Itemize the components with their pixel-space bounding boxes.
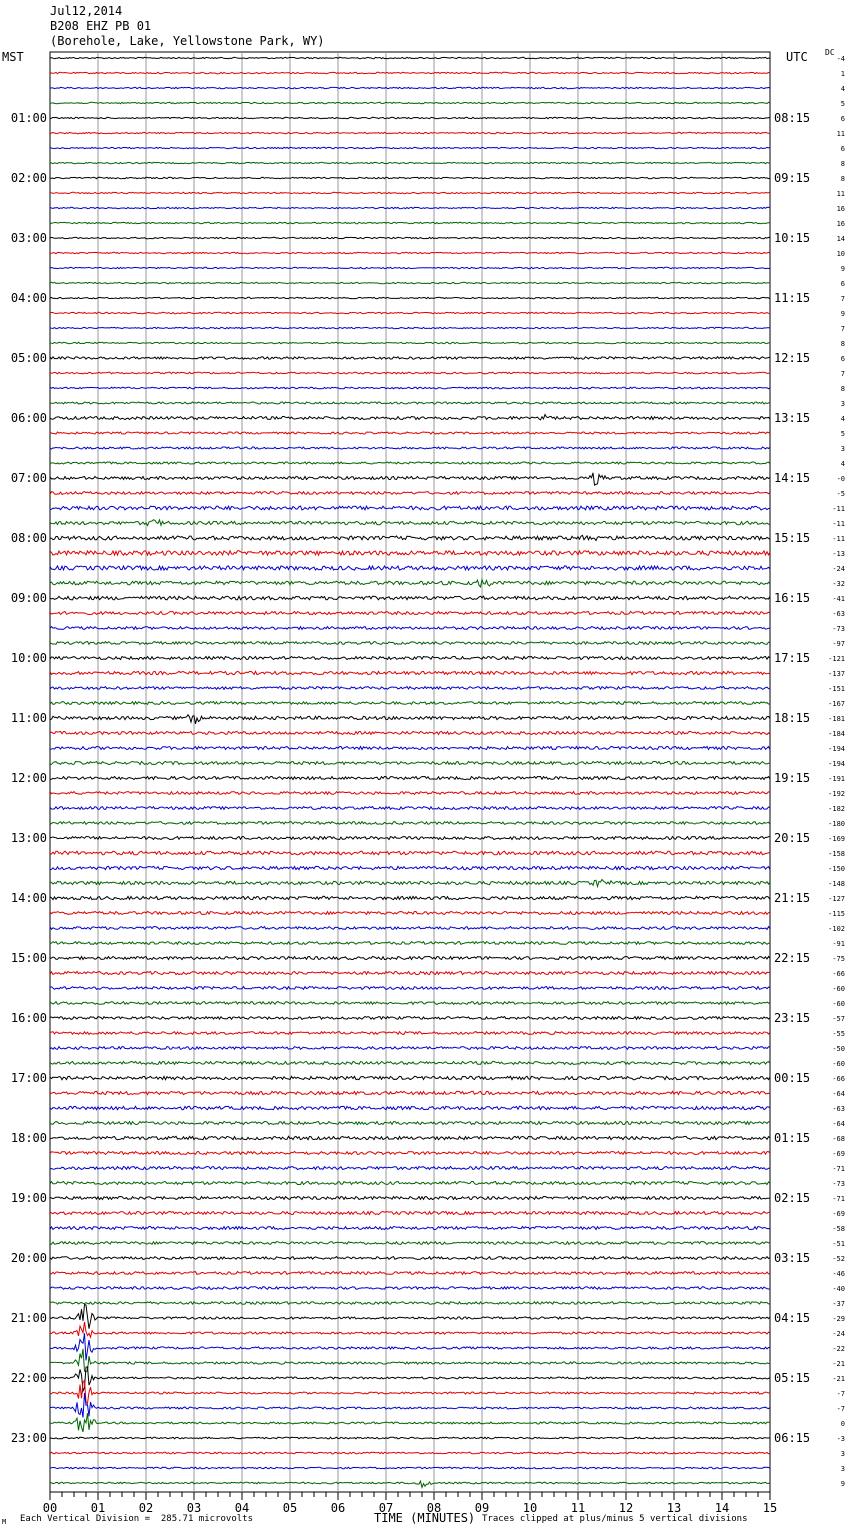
trace-line	[50, 612, 770, 615]
vertical-division-note: Each Vertical Division = 285.71 microvolts	[20, 1514, 253, 1524]
dc-offset-value: 9	[840, 310, 845, 318]
mst-hour-label: 05:00	[10, 351, 47, 365]
dc-offset-value: -68	[832, 1135, 845, 1143]
dc-offset-value: -32	[832, 580, 845, 588]
station-code: B208 EHZ PB 01	[50, 19, 152, 33]
dc-offset-value: 8	[840, 340, 845, 348]
trace-line	[50, 1062, 770, 1065]
dc-offset-value: 3	[840, 445, 845, 453]
dc-offset-value: -69	[832, 1210, 845, 1218]
mst-hour-label: 16:00	[10, 1011, 47, 1025]
trace-line	[50, 237, 770, 238]
x-tick-label: 06	[330, 1501, 346, 1515]
trace-line	[50, 297, 770, 298]
mst-hour-label: 08:00	[10, 531, 47, 545]
mst-hour-label: 01:00	[10, 111, 47, 125]
trace-line	[50, 57, 770, 58]
dc-offset-value: -151	[828, 685, 845, 693]
dc-offset-value: -127	[828, 895, 845, 903]
dc-offset-value: -97	[832, 640, 845, 648]
trace-line	[50, 1242, 770, 1245]
dc-offset-value: -69	[832, 1150, 845, 1158]
x-tick-label: 00	[42, 1501, 58, 1515]
utc-hour-label: 10:15	[774, 231, 811, 245]
dc-offset-value: -13	[832, 550, 845, 558]
dc-offset-value: 1	[840, 70, 845, 78]
mst-hour-label: 09:00	[10, 591, 47, 605]
x-tick-label: 15	[762, 1501, 778, 1515]
mst-hour-label: 18:00	[10, 1131, 47, 1145]
mst-hour-label: 15:00	[10, 951, 47, 965]
dc-offset-value: 8	[840, 385, 845, 393]
utc-hour-label: 20:15	[774, 831, 811, 845]
dc-offset-value: -150	[828, 865, 845, 873]
trace-line	[50, 1437, 770, 1439]
trace-line	[50, 535, 770, 540]
trace-line	[50, 1197, 770, 1200]
trace-line	[50, 762, 770, 765]
dc-offset-value: 3	[840, 400, 845, 408]
right-timezone-label: UTC	[786, 50, 808, 64]
dc-offset-value: 5	[840, 430, 845, 438]
trace-line	[50, 492, 770, 495]
trace-line	[50, 627, 770, 630]
trace-line	[50, 987, 770, 990]
x-tick-label: 13	[666, 1501, 682, 1515]
dc-offset-value: 3	[840, 1465, 845, 1473]
dc-offset-value: -5	[836, 490, 845, 498]
dc-offset-value: -24	[832, 565, 845, 573]
dc-offset-value: -24	[832, 1330, 845, 1338]
dc-offset-value: -11	[832, 535, 845, 543]
trace-line	[50, 912, 770, 915]
trace-line	[50, 957, 770, 960]
dc-offset-value: 9	[840, 265, 845, 273]
trace-line	[50, 822, 770, 825]
dc-offset-value: -184	[828, 730, 845, 738]
trace-line	[50, 596, 770, 600]
mst-hour-label: 02:00	[10, 171, 47, 185]
trace-line	[50, 1227, 770, 1230]
trace-line	[50, 222, 770, 223]
trace-line	[50, 851, 770, 855]
dc-offset-value: 4	[840, 460, 845, 468]
trace-line	[50, 162, 770, 163]
dc-offset-value: -169	[828, 835, 845, 843]
trace-line	[50, 1287, 770, 1290]
dc-offset-value: -102	[828, 925, 845, 933]
footer-mark: M	[2, 1518, 7, 1526]
dc-offset-value: 10	[836, 250, 845, 258]
trace-line	[50, 473, 770, 485]
trace-line	[50, 1017, 770, 1020]
dc-offset-header: DC	[825, 48, 835, 57]
trace-line	[50, 642, 770, 645]
dc-offset-value: -63	[832, 610, 845, 618]
dc-offset-value: 6	[840, 115, 845, 123]
trace-line	[50, 432, 770, 434]
trace-line	[50, 342, 770, 343]
trace-line	[50, 1413, 770, 1432]
trace-line	[50, 1091, 770, 1094]
x-tick-label: 11	[570, 1501, 586, 1515]
trace-line	[50, 1106, 770, 1109]
trace-line	[50, 1122, 770, 1125]
utc-hour-label: 16:15	[774, 591, 811, 605]
dc-offset-value: -64	[832, 1090, 845, 1098]
dc-offset-value: -66	[832, 1075, 845, 1083]
x-tick-label: 01	[90, 1501, 106, 1515]
trace-line	[50, 462, 770, 464]
x-tick-label: 14	[714, 1501, 730, 1515]
utc-hour-label: 03:15	[774, 1251, 811, 1265]
mst-hour-label: 22:00	[10, 1371, 47, 1385]
dc-offset-value: -71	[832, 1165, 845, 1173]
dc-offset-value: -148	[828, 880, 845, 888]
trace-line	[50, 732, 770, 735]
dc-offset-value: -115	[828, 910, 845, 918]
x-axis-title: TIME (MINUTES)	[374, 1511, 476, 1525]
trace-line	[50, 1349, 770, 1372]
trace-line	[50, 1076, 770, 1079]
dc-offset-value: 6	[840, 280, 845, 288]
dc-offset-value: -158	[828, 850, 845, 858]
dc-offset-value: -51	[832, 1240, 845, 1248]
trace-line	[50, 402, 770, 404]
utc-hour-label: 13:15	[774, 411, 811, 425]
dc-offset-value: 4	[840, 415, 845, 423]
dc-offset-value: -37	[832, 1300, 845, 1308]
utc-hour-label: 14:15	[774, 471, 811, 485]
dc-offset-value: -58	[832, 1225, 845, 1233]
dc-offset-value: -60	[832, 985, 845, 993]
dc-offset-value: -57	[832, 1015, 845, 1023]
trace-line	[50, 551, 770, 555]
trace-line	[50, 837, 770, 840]
trace-line	[50, 880, 770, 887]
trace-line	[50, 566, 770, 570]
mst-hour-label: 03:00	[10, 231, 47, 245]
trace-line	[50, 671, 770, 674]
mst-hour-label: 12:00	[10, 771, 47, 785]
trace-line	[50, 972, 770, 975]
trace-line	[50, 702, 770, 705]
trace-line	[50, 1136, 770, 1139]
trace-line	[50, 1152, 770, 1155]
dc-offset-value: -11	[832, 505, 845, 513]
mst-hour-label: 21:00	[10, 1311, 47, 1325]
trace-line	[50, 1393, 770, 1418]
utc-hour-label: 01:15	[774, 1131, 811, 1145]
utc-hour-label: 00:15	[774, 1071, 811, 1085]
trace-line	[50, 1452, 770, 1454]
dc-offset-value: -194	[828, 745, 845, 753]
trace-line	[50, 357, 770, 360]
x-tick-label: 09	[474, 1501, 490, 1515]
dc-offset-value: -55	[832, 1030, 845, 1038]
dc-offset-value: 9	[840, 1480, 845, 1488]
x-tick-label: 10	[522, 1501, 538, 1515]
dc-offset-value: -192	[828, 790, 845, 798]
trace-line	[50, 252, 770, 253]
dc-offset-value: -21	[832, 1360, 845, 1368]
dc-offset-value: -137	[828, 670, 845, 678]
dc-offset-value: 16	[836, 220, 845, 228]
dc-offset-value: -0	[836, 475, 845, 483]
utc-hour-label: 02:15	[774, 1191, 811, 1205]
dc-offset-value: -7	[836, 1405, 845, 1413]
dc-offset-value: 7	[840, 370, 845, 378]
trace-line	[50, 1212, 770, 1215]
trace-line	[50, 1047, 770, 1050]
dc-offset-value: -182	[828, 805, 845, 813]
station-location: (Borehole, Lake, Yellowstone Park, WY)	[50, 34, 325, 48]
trace-line	[50, 657, 770, 660]
record-date: Jul12,2014	[50, 4, 123, 18]
trace-line	[50, 132, 770, 133]
trace-line	[50, 415, 770, 420]
utc-hour-label: 06:15	[774, 1431, 811, 1445]
mst-hour-label: 20:00	[10, 1251, 47, 1265]
utc-hour-label: 15:15	[774, 531, 811, 545]
trace-line	[50, 372, 770, 374]
trace-line	[50, 747, 770, 750]
utc-hour-label: 22:15	[774, 951, 811, 965]
mst-hour-label: 23:00	[10, 1431, 47, 1445]
trace-line	[50, 447, 770, 449]
utc-hour-label: 23:15	[774, 1011, 811, 1025]
trace-line	[50, 1322, 770, 1337]
dc-offset-value: 0	[840, 1420, 845, 1428]
trace-line	[50, 715, 770, 724]
trace-line	[50, 520, 770, 526]
dc-offset-value: -73	[832, 625, 845, 633]
dc-offset-value: -75	[832, 955, 845, 963]
dc-offset-value: -60	[832, 1000, 845, 1008]
trace-line	[50, 1032, 770, 1035]
dc-offset-value: -11	[832, 520, 845, 528]
trace-line	[50, 72, 770, 73]
trace-line	[50, 896, 770, 899]
trace-line	[50, 580, 770, 587]
dc-offset-value: -40	[832, 1285, 845, 1293]
utc-hour-label: 19:15	[774, 771, 811, 785]
dc-offset-value: 5	[840, 100, 845, 108]
trace-line	[50, 1182, 770, 1185]
trace-line	[50, 267, 770, 268]
trace-line	[50, 1367, 770, 1391]
dc-offset-value: -60	[832, 1060, 845, 1068]
trace-line	[50, 327, 770, 328]
utc-hour-label: 17:15	[774, 651, 811, 665]
x-tick-label: 12	[618, 1501, 634, 1515]
trace-line	[50, 87, 770, 88]
trace-line	[50, 687, 770, 690]
dc-offset-value: -41	[832, 595, 845, 603]
dc-offset-value: 3	[840, 1450, 845, 1458]
dc-offset-value: -4	[836, 55, 845, 63]
mst-hour-label: 19:00	[10, 1191, 47, 1205]
utc-hour-label: 18:15	[774, 711, 811, 725]
dc-offset-value: 7	[840, 325, 845, 333]
dc-offset-value: -91	[832, 940, 845, 948]
dc-offset-value: 6	[840, 355, 845, 363]
utc-hour-label: 04:15	[774, 1311, 811, 1325]
mst-hour-label: 14:00	[10, 891, 47, 905]
dc-offset-value: -29	[832, 1315, 845, 1323]
dc-offset-value: -121	[828, 655, 845, 663]
mst-hour-label: 13:00	[10, 831, 47, 845]
dc-offset-value: -7	[836, 1390, 845, 1398]
dc-offset-value: 7	[840, 295, 845, 303]
dc-offset-value: -52	[832, 1255, 845, 1263]
trace-line	[50, 147, 770, 148]
dc-offset-value: 14	[836, 235, 845, 243]
trace-line	[50, 282, 770, 283]
utc-hour-label: 11:15	[774, 291, 811, 305]
trace-line	[50, 807, 770, 810]
utc-hour-label: 09:15	[774, 171, 811, 185]
dc-offset-value: -73	[832, 1180, 845, 1188]
trace-line	[50, 1481, 770, 1487]
trace-line	[50, 1302, 770, 1305]
x-tick-label: 02	[138, 1501, 154, 1515]
trace-line	[50, 207, 770, 208]
trace-line	[50, 1333, 770, 1360]
trace-line	[50, 1002, 770, 1005]
dc-offset-value: 8	[840, 160, 845, 168]
dc-offset-value: -3	[836, 1435, 845, 1443]
dc-offset-value: 16	[836, 205, 845, 213]
trace-line	[50, 117, 770, 118]
mst-hour-label: 07:00	[10, 471, 47, 485]
dc-offset-value: -21	[832, 1375, 845, 1383]
trace-line	[50, 506, 770, 510]
dc-offset-value: -64	[832, 1120, 845, 1128]
clipping-note: Traces clipped at plus/minus 5 vertical divisions	[482, 1514, 748, 1524]
mst-hour-label: 04:00	[10, 291, 47, 305]
left-timezone-label: MST	[2, 50, 24, 64]
dc-offset-value: 11	[836, 130, 845, 138]
dc-offset-value: -167	[828, 700, 845, 708]
dc-offset-value: 8	[840, 175, 845, 183]
dc-offset-value: -181	[828, 715, 845, 723]
mst-hour-label: 10:00	[10, 651, 47, 665]
dc-offset-value: -22	[832, 1345, 845, 1353]
trace-line	[50, 192, 770, 193]
trace-line	[50, 1305, 770, 1329]
dc-offset-value: 11	[836, 190, 845, 198]
trace-line	[50, 942, 770, 945]
dc-offset-value: -50	[832, 1045, 845, 1053]
dc-offset-value: -63	[832, 1105, 845, 1113]
trace-line	[50, 102, 770, 103]
trace-line	[50, 177, 770, 178]
trace-line	[50, 1257, 770, 1260]
x-tick-label: 03	[186, 1501, 202, 1515]
trace-line	[50, 866, 770, 869]
trace-line	[50, 1272, 770, 1275]
mst-hour-label: 17:00	[10, 1071, 47, 1085]
trace-line	[50, 927, 770, 930]
mst-hour-label: 11:00	[10, 711, 47, 725]
trace-line	[50, 1467, 770, 1469]
dc-offset-value: -180	[828, 820, 845, 828]
utc-hour-label: 12:15	[774, 351, 811, 365]
utc-hour-label: 05:15	[774, 1371, 811, 1385]
utc-hour-label: 08:15	[774, 111, 811, 125]
dc-offset-value: -46	[832, 1270, 845, 1278]
dc-offset-value: -191	[828, 775, 845, 783]
trace-line	[50, 387, 770, 389]
dc-offset-value: 6	[840, 145, 845, 153]
mst-hour-label: 06:00	[10, 411, 47, 425]
trace-line	[50, 312, 770, 313]
trace-line	[50, 1380, 770, 1403]
dc-offset-value: -71	[832, 1195, 845, 1203]
dc-offset-value: 4	[840, 85, 845, 93]
trace-line	[50, 777, 770, 780]
x-tick-label: 04	[234, 1501, 250, 1515]
dc-offset-value: -66	[832, 970, 845, 978]
utc-hour-label: 21:15	[774, 891, 811, 905]
x-tick-label: 05	[282, 1501, 298, 1515]
x-tick-label: 08	[426, 1501, 442, 1515]
trace-line	[50, 792, 770, 795]
trace-line	[50, 1167, 770, 1170]
x-tick-label: 07	[378, 1501, 394, 1515]
dc-offset-value: -194	[828, 760, 845, 768]
